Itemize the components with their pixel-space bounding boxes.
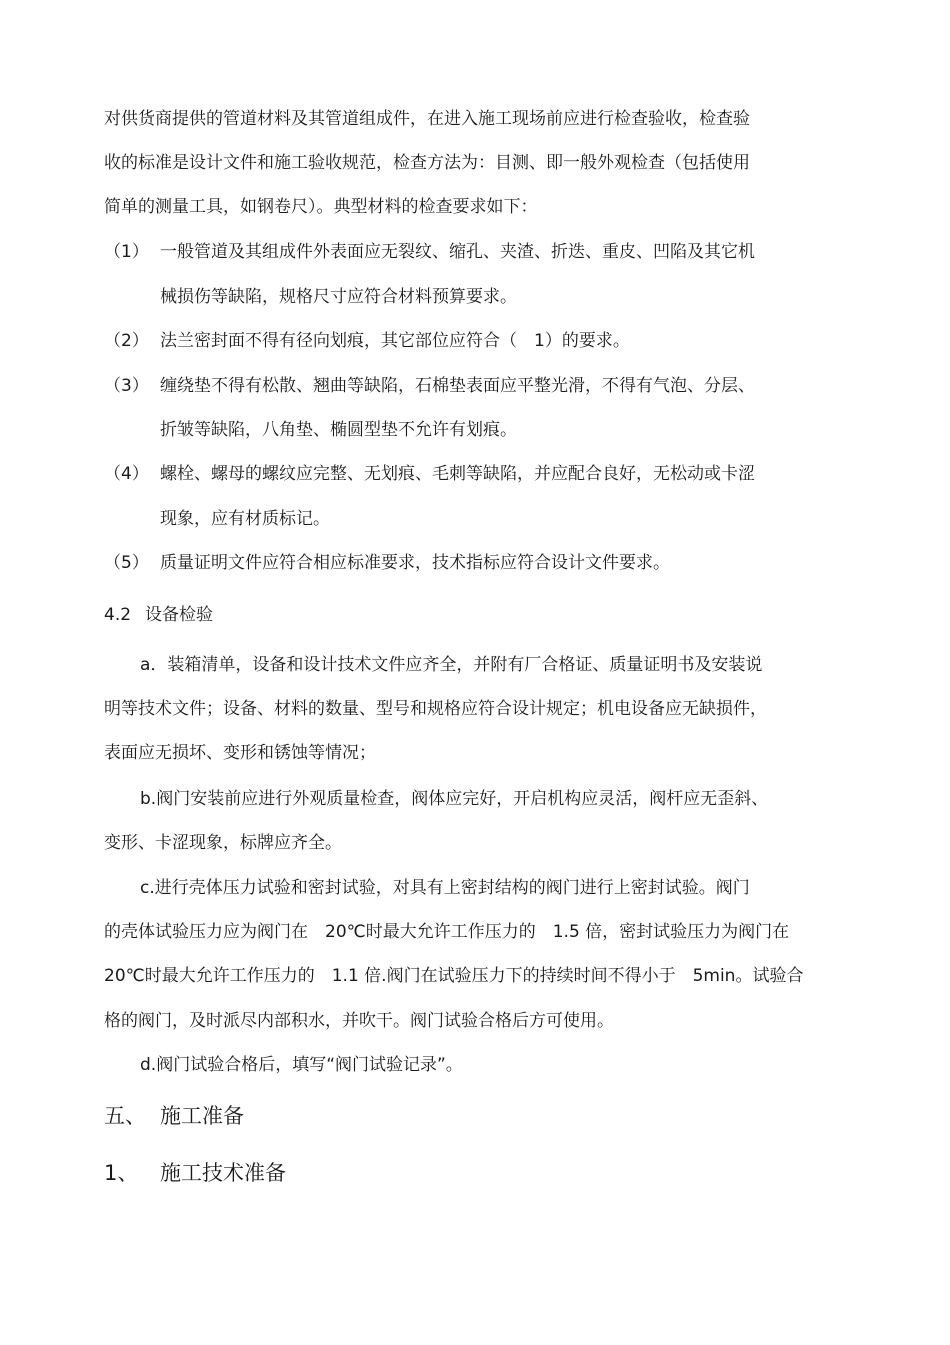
paragraph-line: 明等技术文件；设备、材料的数量、型号和规格应符合设计规定；机电设备应无缺损件， bbox=[104, 699, 767, 719]
paragraph-line: 变形、卡涩现象，标牌应齐全。 bbox=[104, 833, 342, 853]
list-item-number: （3） bbox=[104, 376, 149, 396]
paragraph-line: d.阀门试验合格后，填写“阀门试验记录”。 bbox=[140, 1055, 463, 1075]
intro-line: 对供货商提供的管道材料及其管道组成件，在进入施工现场前应进行检查验收，检查验 bbox=[104, 109, 750, 129]
list-item-text: 一般管道及其组成件外表面应无裂纹、缩孔、夹渣、折迭、重皮、凹陷及其它机 bbox=[160, 242, 755, 262]
section-title: 设备检验 bbox=[145, 605, 213, 625]
paragraph-line: 的壳体试验压力应为阀门在 20℃时最大允许工作压力的 1.5 倍，密封试验压力为阀门在 bbox=[104, 922, 790, 942]
list-item-number: （5） bbox=[104, 553, 149, 573]
list-item-text: 质量证明文件应符合相应标准要求，技术指标应符合设计文件要求。 bbox=[160, 553, 670, 573]
list-item-text: 械损伤等缺陷，规格尺寸应符合材料预算要求。 bbox=[160, 287, 517, 307]
list-item-number: （4） bbox=[104, 464, 149, 484]
paragraph-line: c.进行壳体压力试验和密封试验，对具有上密封结构的阀门进行上密封试验。阀门 bbox=[140, 878, 750, 898]
list-item-text: 螺栓、螺母的螺纹应完整、无划痕、毛刺等缺陷，并应配合良好，无松动或卡涩 bbox=[160, 464, 755, 484]
paragraph-line: 表面应无损坏、变形和锈蚀等情况； bbox=[104, 743, 376, 763]
paragraph-line: a．装箱清单，设备和设计技术文件应齐全，并附有厂合格证、质量证明书及安装说 bbox=[140, 655, 763, 675]
list-item-text: 现象，应有材质标记。 bbox=[160, 509, 330, 529]
chapter-number: 五、 bbox=[104, 1104, 146, 1128]
list-item-number: （2） bbox=[104, 331, 149, 351]
list-item-text: 折皱等缺陷，八角垫、椭圆型垫不允许有划痕。 bbox=[160, 420, 517, 440]
list-item-number: （1） bbox=[104, 242, 149, 262]
section-number: 4.2 bbox=[104, 605, 132, 625]
intro-line: 收的标准是设计文件和施工验收规范，检查方法为：目测、即一般外观检查（包括使用 bbox=[104, 153, 750, 173]
subsection-number: 1、 bbox=[104, 1161, 139, 1185]
chapter-title: 施工准备 bbox=[160, 1104, 244, 1128]
list-item-text: 法兰密封面不得有径向划痕，其它部位应符合（ 1）的要求。 bbox=[160, 331, 630, 351]
paragraph-line: b.阀门安装前应进行外观质量检查，阀体应完好，开启机构应灵活，阀杆应无歪斜、 bbox=[140, 789, 769, 809]
subsection-title: 施工技术准备 bbox=[160, 1161, 286, 1185]
paragraph-line: 格的阀门，及时派尽内部积水，并吹干。阀门试验合格后方可使用。 bbox=[104, 1011, 614, 1031]
list-item-text: 缠绕垫不得有松散、翘曲等缺陷，石棉垫表面应平整光滑，不得有气泡、分层、 bbox=[160, 376, 755, 396]
intro-line: 简单的测量工具，如钢卷尺）。典型材料的检查要求如下： bbox=[104, 197, 538, 217]
paragraph-line: 20℃时最大允许工作压力的 1.1 倍.阀门在试验压力下的持续时间不得小于 5min。试验合 bbox=[104, 966, 804, 986]
